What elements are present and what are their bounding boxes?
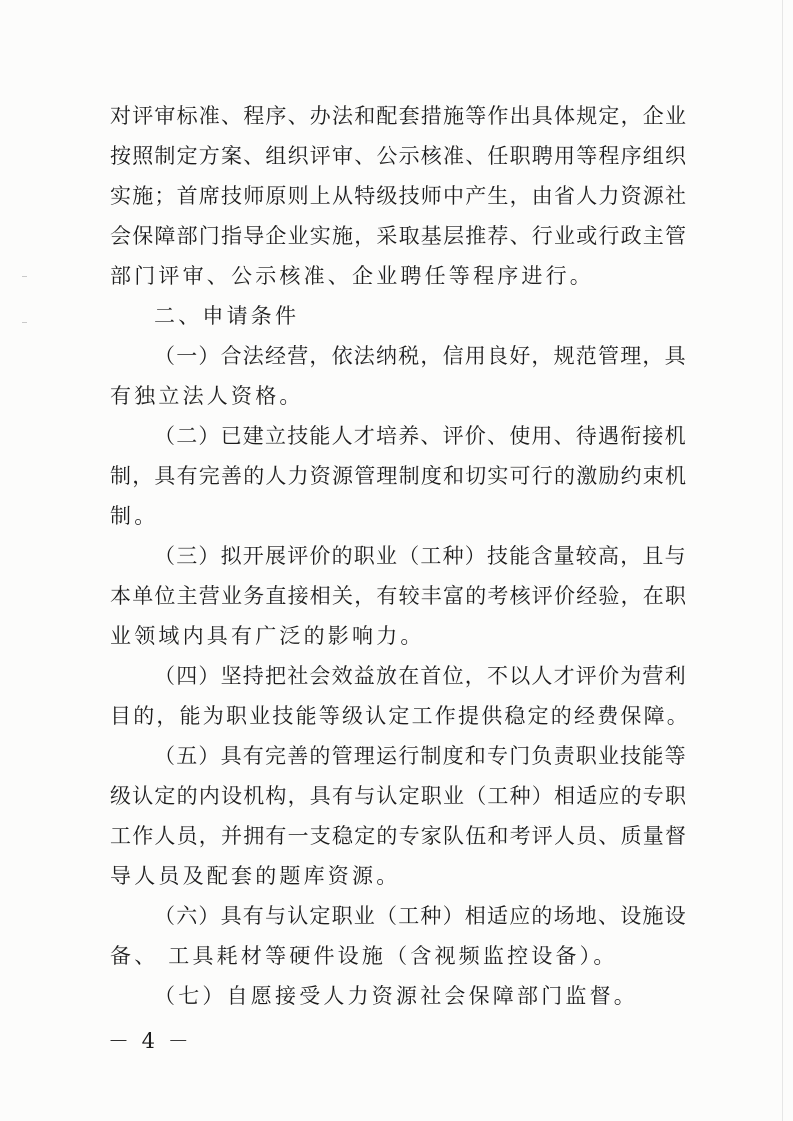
text-line-3: 实施；首席技师原则上从特级技师中产生，由省人力资源社 xyxy=(110,184,688,208)
page-edge-shadow xyxy=(782,0,783,1121)
text-line-7: （一）合法经营，依法纳税，信用良好，规范管理，具 xyxy=(154,344,687,368)
text-line-19: 工作人员，并拥有一支稳定的专家队伍和考评人员、质量督 xyxy=(110,824,688,848)
text-line-23: （七）自愿接受人力资源社会保障部门监督。 xyxy=(154,984,638,1008)
page-number: － 4 － xyxy=(108,1029,192,1053)
text-line-9: （二）已建立技能人才培养、评价、使用、待遇衔接机 xyxy=(154,424,687,448)
text-line-21: （六）具有与认定职业（工种）相适应的场地、设施设 xyxy=(154,904,687,928)
text-line-22: 备、 工具耗材等硬件设施（含视频监控设备）。 xyxy=(110,944,618,968)
text-line-10: 制，具有完善的人力资源管理制度和切实可行的激励约束机 xyxy=(110,464,688,488)
margin-mark xyxy=(22,276,27,277)
text-line-2: 按照制定方案、组织评审、公示核准、任职聘用等程序组织 xyxy=(110,144,688,168)
text-line-18: 级认定的内设机构，具有与认定职业（工种）相适应的专职 xyxy=(110,784,688,808)
text-line-11: 制。 xyxy=(110,504,159,528)
text-line-13: 本单位主营业务直接相关，有较丰富的考核评价经验，在职 xyxy=(110,584,688,608)
text-line-4: 会保障部门指导企业实施，采取基层推荐、行业或行政主管 xyxy=(110,224,688,248)
text-line-17: （五）具有完善的管理运行制度和专门负责职业技能等 xyxy=(154,744,687,768)
text-line-14: 业领域内具有广泛的影响力。 xyxy=(110,624,425,648)
section-heading: 二、申请条件 xyxy=(154,304,300,328)
margin-mark xyxy=(22,322,27,323)
text-line-16: 目的，能为职业技能等级认定工作提供稳定的经费保障。 xyxy=(110,704,690,728)
text-line-15: （四）坚持把社会效益放在首位，不以人才评价为营利 xyxy=(154,664,687,688)
text-line-20: 导人员及配套的题库资源。 xyxy=(110,864,401,888)
text-line-8: 有独立法人资格。 xyxy=(110,384,304,408)
text-line-5: 部门评审、公示核准、企业聘任等程序进行。 xyxy=(110,264,594,288)
text-line-12: （三）拟开展评价的职业（工种）技能含量较高，且与 xyxy=(154,544,687,568)
text-line-1: 对评审标准、程序、办法和配套措施等作出具体规定，企业 xyxy=(110,104,688,128)
